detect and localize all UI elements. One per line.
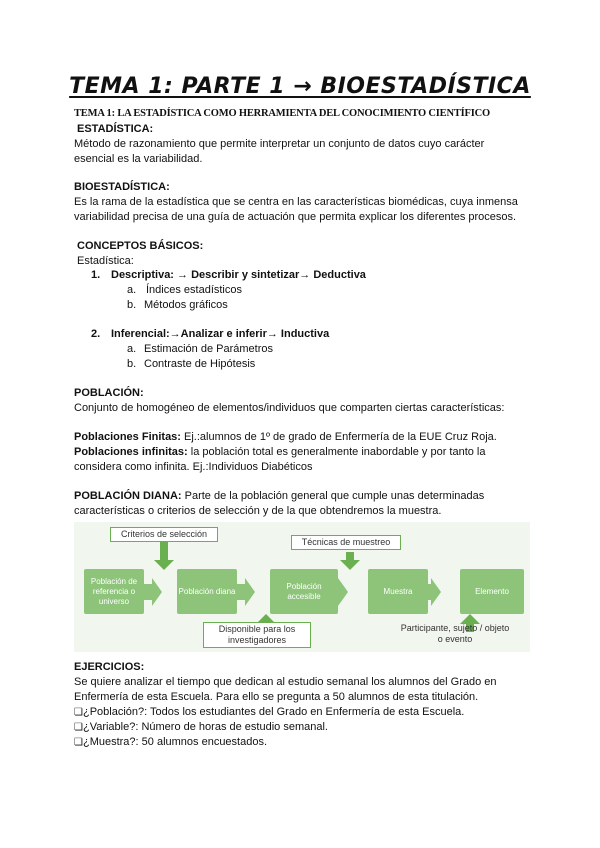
poblacion-diana-line-2: características o criterios de selección y de la que obtendremos la muestra. bbox=[74, 505, 442, 517]
label-participante: Participante, sujeto / objeto o evento bbox=[400, 623, 510, 644]
item-1b-mark: b. bbox=[127, 299, 137, 311]
box-elemento: Elemento bbox=[460, 569, 524, 614]
page-title: TEMA 1: PARTE 1 → BIOESTADÍSTICA bbox=[69, 74, 531, 99]
section-subtitle: TEMA 1: LA ESTADÍSTICA COMO HERRAMIENTA DEL CONOCIMIENTO CIENTÍFICO bbox=[74, 108, 491, 119]
box-poblacion-referencia: Población de referencia o universo bbox=[84, 569, 144, 614]
item-2a-mark: a. bbox=[127, 343, 137, 355]
conceptos-intro: Estadística: bbox=[77, 255, 134, 267]
poblacion-diana: POBLACIÓN DIANA: Parte de la población general que cumple unas determinadas bbox=[74, 490, 485, 502]
box-poblacion-diana: Población diana bbox=[177, 569, 237, 614]
estadistica-line-2: esencial es la variabilidad. bbox=[74, 153, 203, 165]
item-2-inferencial: Inferencial:→Analizar e inferir→ Inductiva bbox=[111, 328, 330, 340]
ejercicios-heading: EJERCICIOS: bbox=[74, 661, 145, 673]
bio-line-2: variabilidad precisa de una guía de actuación que permita explicar los diferentes procesos. bbox=[74, 211, 517, 223]
box-muestra: Muestra bbox=[368, 569, 428, 614]
item-2b: Contraste de Hipótesis bbox=[144, 358, 256, 370]
item-1a-mark: a. bbox=[127, 284, 137, 296]
question-variable: ❏¿Variable?: Número de horas de estudio semanal. bbox=[74, 721, 328, 733]
question-poblacion: ❏¿Población?: Todos los estudiantes del Grado en Enfermería de esta Escuela. bbox=[74, 706, 465, 718]
estadistica-line-1: Método de razonamiento que permite interpretar un conjunto de datos cuyo carácter bbox=[74, 138, 485, 150]
checkbox-icon: ❏ bbox=[74, 737, 83, 748]
box-poblacion-accesible: Población accesible bbox=[270, 569, 338, 614]
bio-line-1: Es la rama de la estadística que se centra en las características biomédicas, cuya inmensa bbox=[74, 196, 518, 208]
checkbox-icon: ❏ bbox=[74, 722, 83, 733]
item-1-descriptiva: Descriptiva: → Describir y sintetizar→ Deductiva bbox=[111, 269, 366, 281]
item-1a: Índices estadísticos bbox=[146, 284, 242, 296]
poblacion-heading: POBLACIÓN: bbox=[74, 387, 144, 399]
item-2b-mark: b. bbox=[127, 358, 137, 370]
poblacion-line-1: Conjunto de homogéneo de elementos/individuos que comparten ciertas características: bbox=[74, 402, 505, 414]
bio-heading: BIOESTADÍSTICA: bbox=[74, 181, 170, 193]
checkbox-icon: ❏ bbox=[74, 707, 83, 718]
ejercicios-line-1: Se quiere analizar el tiempo que dedican al estudio semanal los alumnos del Grado en bbox=[74, 676, 497, 688]
item-1-number: 1. bbox=[91, 269, 101, 281]
estadistica-heading: ESTADÍSTICA: bbox=[77, 123, 154, 135]
conceptos-heading: CONCEPTOS BÁSICOS: bbox=[77, 240, 204, 252]
label-criterios-seleccion: Criterios de selección bbox=[110, 527, 218, 542]
poblaciones-infinitas: Poblaciones infinitas: la población total es generalmente inabordable y por tanto la bbox=[74, 446, 486, 458]
item-2a: Estimación de Parámetros bbox=[144, 343, 273, 355]
label-disponible-investigadores: Disponible para los investigadores bbox=[203, 622, 311, 648]
ejercicios-line-2: Enfermería de esta Escuela. Para ello se pregunta a 50 alumnos de esta titulación. bbox=[74, 691, 479, 703]
label-tecnicas-muestreo: Técnicas de muestreo bbox=[291, 535, 401, 550]
poblaciones-finitas: Poblaciones Finitas: Ej.:alumnos de 1º de grado de Enfermería de la EUE Cruz Roja. bbox=[74, 431, 497, 443]
poblaciones-infinitas-line-2: considera como infinita. Ej.:Individuos Diabéticos bbox=[74, 461, 313, 473]
item-2-number: 2. bbox=[91, 328, 101, 340]
question-muestra: ❏¿Muestra?: 50 alumnos encuestados. bbox=[74, 736, 268, 748]
item-1b: Métodos gráficos bbox=[144, 299, 228, 311]
